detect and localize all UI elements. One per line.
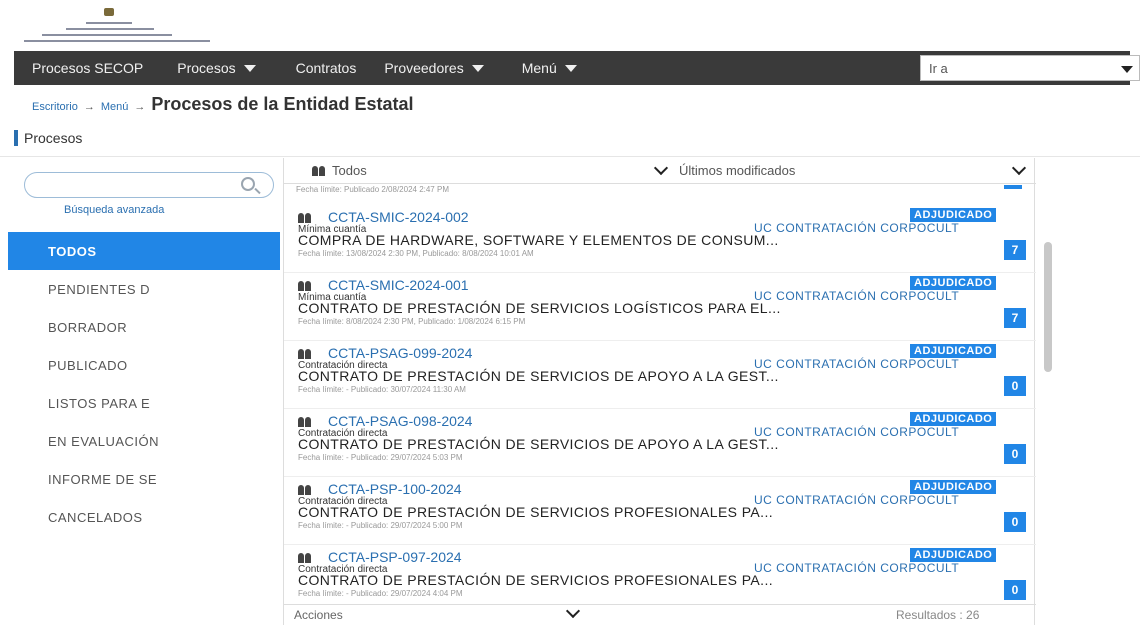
section-header (14, 130, 82, 146)
status-badge: ADJUDICADO (910, 548, 996, 562)
process-dates: Fecha límite: - Publicado: 29/07/2024 5:03 PM (298, 453, 463, 462)
divider (0, 156, 1140, 157)
emblem-icon (104, 8, 114, 16)
sidebar-item-pendientes[interactable]: PENDIENTES D (48, 281, 151, 297)
goto-select[interactable]: Ir a (920, 55, 1140, 81)
chevron-down-icon[interactable] (566, 604, 580, 618)
entity-name: UC CONTRATACIÓN CORPOCULT (754, 221, 960, 235)
agency-logo[interactable] (22, 8, 212, 46)
count-badge[interactable]: 0 (1004, 512, 1026, 532)
sidebar-item-listos[interactable]: LISTOS PARA E (48, 395, 151, 411)
sidebar-item-publicado[interactable]: PUBLICADO (48, 357, 128, 373)
process-description: CONTRATO DE PRESTACIÓN DE SERVICIOS DE APOYO A LA GEST... (298, 368, 779, 384)
list-item[interactable] (284, 477, 1036, 545)
sidebar-item-borrador[interactable]: BORRADOR (48, 319, 128, 335)
list-footer (284, 604, 1036, 625)
entity-name: UC CONTRATACIÓN CORPOCULT (754, 289, 960, 303)
process-id-link[interactable]: CCTA-SMIC-2024-002 (328, 209, 469, 225)
users-icon (298, 281, 312, 291)
sidebar-item-cancelados[interactable]: CANCELADOS (48, 509, 143, 525)
users-icon (298, 553, 312, 563)
process-dates: Fecha límite: - Publicado: 29/07/2024 4:04 PM (298, 589, 463, 598)
status-badge: ADJUDICADO (910, 276, 996, 290)
filter-bar (284, 158, 1036, 184)
list-item[interactable] (284, 545, 1036, 603)
process-modality: Contratación directa (298, 564, 388, 575)
breadcrumb-separator: → (134, 101, 146, 113)
page-title: Procesos de la Entidad Estatal (151, 94, 414, 114)
process-dates: Fecha límite: 8/08/2024 2:30 PM, Publicado: 1/08/2024 6:15 PM (298, 317, 526, 326)
sort-filter[interactable]: Últimos modificados (679, 163, 796, 178)
section-label: Procesos (24, 130, 83, 146)
process-dates: Fecha límite: 13/08/2024 2:30 PM, Publicado: 8/08/2024 10:01 AM (298, 249, 534, 258)
owner-filter[interactable]: Todos (312, 163, 367, 178)
process-modality: Contratación directa (298, 360, 388, 371)
process-list-panel (283, 158, 1035, 625)
status-filter-list (8, 232, 280, 536)
logo-header (0, 0, 1140, 50)
list-scrollbar[interactable] (1044, 242, 1052, 372)
process-description: CONTRATO DE PRESTACIÓN DE SERVICIOS PROFESIONALES PA... (298, 572, 774, 588)
breadcrumb-escritorio[interactable]: Escritorio (32, 101, 78, 113)
nav-procesos-secop[interactable]: Procesos SECOP (32, 60, 144, 76)
count-badge[interactable]: 0 (1004, 580, 1026, 600)
status-badge: ADJUDICADO (910, 412, 996, 426)
breadcrumb (32, 94, 413, 115)
advanced-search-link[interactable]: Búsqueda avanzada (64, 204, 165, 216)
partial-list-item: Fecha límite: Publicado 2/08/2024 2:47 PM (296, 185, 449, 194)
status-badge: ADJUDICADO (910, 344, 996, 358)
nav-procesos[interactable]: Procesos (177, 60, 255, 76)
process-modality: Mínima cuantía (298, 224, 367, 235)
entity-name: UC CONTRATACIÓN CORPOCULT (754, 357, 960, 371)
nav-proveedores[interactable]: Proveedores (384, 60, 483, 76)
list-item[interactable] (284, 273, 1036, 341)
list-item[interactable] (284, 205, 1036, 273)
process-dates: Fecha límite: - Publicado: 30/07/2024 11:30 AM (298, 385, 466, 394)
process-id-link[interactable]: CCTA-PSAG-098-2024 (328, 413, 473, 429)
search-input[interactable] (24, 172, 274, 198)
process-modality: Contratación directa (298, 496, 388, 507)
actions-dropdown[interactable]: Acciones (294, 608, 343, 622)
process-description: CONTRATO DE PRESTACIÓN DE SERVICIOS DE APOYO A LA GEST... (298, 436, 779, 452)
process-modality: Mínima cuantía (298, 292, 367, 303)
status-badge: ADJUDICADO (910, 480, 996, 494)
process-dates: Fecha límite: - Publicado: 29/07/2024 5:00 PM (298, 521, 463, 530)
users-icon (298, 213, 312, 223)
search-icon[interactable] (241, 177, 255, 191)
process-list (284, 185, 1036, 603)
breadcrumb-separator: → (83, 101, 95, 113)
chevron-down-icon[interactable] (1012, 161, 1026, 175)
chevron-down-icon[interactable] (654, 161, 668, 175)
caret-down-icon (472, 65, 484, 72)
caret-down-icon (1121, 66, 1133, 73)
users-icon (298, 349, 312, 359)
list-item[interactable] (284, 341, 1036, 409)
entity-name: UC CONTRATACIÓN CORPOCULT (754, 493, 960, 507)
users-icon (298, 417, 312, 427)
sidebar-item-informe[interactable]: INFORME DE SE (48, 471, 158, 487)
process-description: CONTRATO DE PRESTACIÓN DE SERVICIOS LOGÍSTICOS PARA EL... (298, 300, 781, 316)
results-count: Resultados : 26 (896, 608, 980, 622)
count-badge (1004, 185, 1022, 189)
count-badge[interactable]: 0 (1004, 444, 1026, 464)
main-navbar (14, 51, 1130, 85)
sidebar (8, 158, 280, 625)
breadcrumb-menu[interactable]: Menú (100, 101, 129, 113)
process-id-link[interactable]: CCTA-PSP-097-2024 (328, 549, 462, 565)
process-id-link[interactable]: CCTA-PSP-100-2024 (328, 481, 462, 497)
entity-name: UC CONTRATACIÓN CORPOCULT (754, 561, 960, 575)
section-accent (14, 130, 18, 146)
process-id-link[interactable]: CCTA-SMIC-2024-001 (328, 277, 469, 293)
process-description: CONTRATO DE PRESTACIÓN DE SERVICIOS PROFESIONALES PA... (298, 504, 774, 520)
process-description: COMPRA DE HARDWARE, SOFTWARE Y ELEMENTOS DE CONSUM... (298, 232, 779, 248)
sidebar-item-evaluacion[interactable]: EN EVALUACIÓN (48, 433, 160, 449)
entity-name: UC CONTRATACIÓN CORPOCULT (754, 425, 960, 439)
caret-down-icon (565, 65, 577, 72)
users-icon (298, 485, 312, 495)
list-item[interactable] (284, 409, 1036, 477)
process-modality: Contratación directa (298, 428, 388, 439)
count-badge[interactable]: 7 (1004, 308, 1026, 328)
nav-menu[interactable]: Menú (522, 60, 577, 76)
sidebar-item-todos[interactable]: TODOS (8, 232, 280, 270)
nav-contratos[interactable]: Contratos (295, 60, 357, 76)
users-icon (312, 166, 326, 176)
process-id-link[interactable]: CCTA-PSAG-099-2024 (328, 345, 473, 361)
count-badge[interactable]: 7 (1004, 240, 1026, 260)
status-badge: ADJUDICADO (910, 208, 996, 222)
caret-down-icon (244, 65, 256, 72)
count-badge[interactable]: 0 (1004, 376, 1026, 396)
